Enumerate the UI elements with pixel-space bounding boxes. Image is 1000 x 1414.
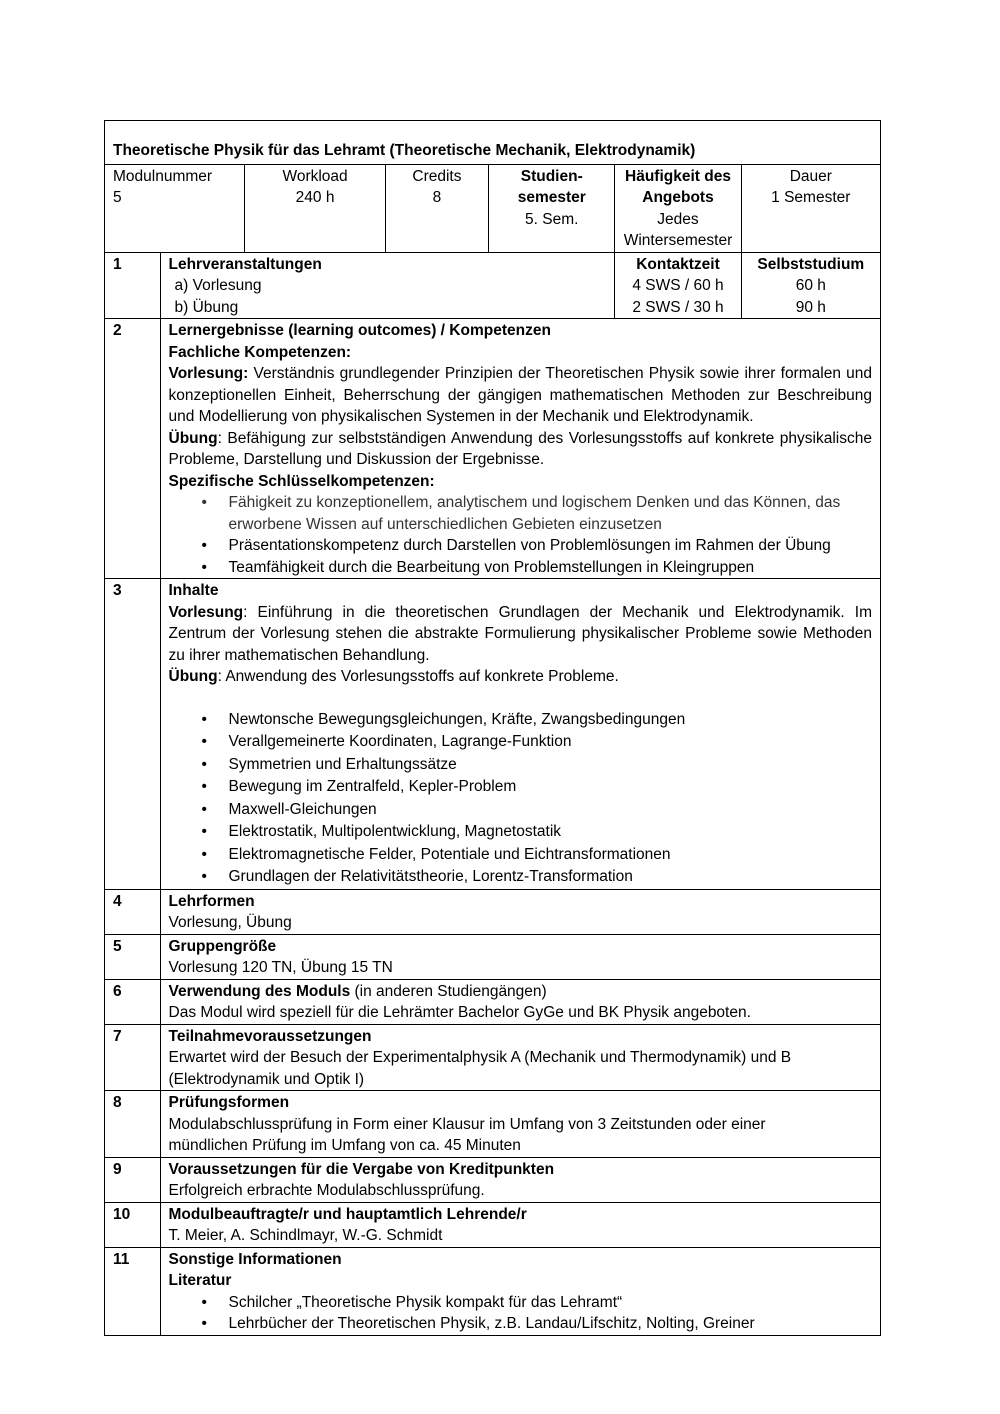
module-description-page: [104, 120, 881, 1336]
semester-label-2: semester: [517, 189, 586, 206]
list-item: • Schilcher „Theoretische Physik kompakt für das Lehramt“: [229, 1292, 873, 1314]
section-5-row: [105, 934, 881, 979]
section-heading: Modulbeauftragte/r und hauptamtlich Lehrende/r: [168, 1205, 527, 1223]
courses-cell: [160, 252, 615, 319]
section-heading: Gruppengröße: [168, 937, 277, 955]
paragraph-text: : Anwendung des Vorlesungsstoffs auf konkrete Probleme.: [217, 668, 619, 685]
section-heading: Verwendung des Moduls: [168, 982, 351, 1000]
inline-label: Übung: [168, 668, 218, 685]
modulnummer-cell: [105, 164, 245, 252]
list-item: • Maxwell-Gleichungen: [229, 799, 873, 822]
modulnummer-label: Modulnummer: [113, 167, 213, 185]
section-number: 11: [105, 1247, 161, 1335]
course-name: a) Vorlesung: [174, 277, 262, 294]
self-study-label: Selbststudium: [757, 255, 865, 273]
self-study-cell: [741, 252, 880, 319]
workload-value: 240 h: [295, 189, 335, 206]
inline-label: Übung: [168, 429, 218, 447]
paragraph: [169, 428, 873, 471]
section-heading: Sonstige Informationen: [168, 1250, 342, 1268]
section-content: [160, 1202, 881, 1247]
section-6-row: [105, 979, 881, 1024]
module-table: [104, 120, 881, 1336]
section-content: [160, 1024, 881, 1091]
section-heading: Prüfungsformen: [168, 1094, 290, 1111]
section-text: Vorlesung 120 TN, Übung 15 TN: [168, 959, 393, 976]
section-heading: Lernergebnisse (learning outcomes) / Kompetenzen: [168, 322, 551, 339]
paragraph-text: : Befähigung zur selbstständigen Anwendung des Vorlesungsstoffs auf konkrete physikalische Probleme, Darstellung und Diskussion der Ergebnisse.: [168, 429, 872, 468]
section-number: 7: [105, 1024, 161, 1091]
contact-time-label: Kontaktzeit: [636, 255, 720, 273]
section-10-row: [105, 1202, 881, 1247]
section-content: [160, 889, 881, 934]
section-content: [160, 319, 881, 579]
list-item: • Verallgemeinerte Koordinaten, Lagrange-Funktion: [229, 731, 873, 754]
workload-label: Workload: [282, 167, 348, 185]
section-number: 1: [105, 252, 161, 319]
section-8-row: [105, 1091, 881, 1158]
section-heading: Lehrformen: [168, 892, 255, 910]
frequency-value: Jedes Wintersemester: [623, 210, 733, 249]
inline-label: Vorlesung:: [168, 365, 249, 382]
section-11-row: [105, 1247, 881, 1335]
contact-time-value: 2 SWS / 30 h: [632, 298, 724, 316]
section-content: [160, 1157, 881, 1202]
section-heading-line: [169, 981, 873, 1003]
inline-label: Vorlesung: [168, 603, 244, 621]
credits-value: 8: [432, 189, 442, 206]
semester-label-1: Studien-: [520, 167, 583, 185]
section-heading: Teilnahmevoraussetzungen: [168, 1027, 372, 1045]
list-item: • Präsentationskompetenz durch Darstellen von Problemlösungen im Rahmen der Übung: [229, 535, 873, 557]
section-content: [160, 1091, 881, 1158]
section-number: 3: [105, 579, 161, 890]
module-title: Theoretische Physik für das Lehramt (Theoretische Mechanik, Elektrodynamik): [105, 121, 881, 165]
paragraph-text: Verständnis grundlegender Prinzipien der Theoretischen Physik sowie ihrer formalen und konzeptionellen Einheit, Beherrschung der gängigen mathematischen Methoden zur Beschreibung und Modellierung von physikalischen Systemen in der Mechanik und Elektrodynamik.: [168, 365, 872, 425]
section-heading: Inhalte: [168, 582, 219, 599]
section-text: Erfolgreich erbrachte Modulabschlussprüfung.: [168, 1182, 485, 1199]
self-study-value: 60 h: [795, 277, 826, 294]
paragraph: [169, 602, 873, 667]
section-text: T. Meier, A. Schindlmayr, W.-G. Schmidt: [168, 1227, 443, 1244]
list-item: • Lehrbücher der Theoretischen Physik, z.B. Landau/Lifschitz, Nolting, Greiner: [229, 1313, 873, 1335]
paragraph-text: : Einführung in die theoretischen Grundlagen der Mechanik und Elektrodynamik. Im Zentrum der Vorlesung stehen die abstrakte Formulierung physikalischer Probleme sowie Methoden zu ihrer mathematischen Behandlung.: [168, 603, 872, 664]
semester-value: 5. Sem.: [525, 210, 579, 228]
section-1-row: [105, 252, 881, 319]
section-text: Erwartet wird der Besuch der Experimentalphysik A (Mechanik und Thermodynamik) und B (Elektrodynamik und Optik I): [168, 1049, 792, 1088]
list-item: • Teamfähigkeit durch die Bearbeitung von Problemstellungen in Kleingruppen: [229, 557, 873, 579]
section-heading-suffix: (in anderen Studiengängen): [350, 982, 547, 1000]
contact-time-value: 4 SWS / 60 h: [632, 277, 724, 294]
section-content: [160, 934, 881, 979]
section-number: 8: [105, 1091, 161, 1158]
section-3-row: [105, 579, 881, 890]
self-study-value: 90 h: [795, 298, 826, 316]
semester-cell: [489, 164, 615, 252]
duration-label: Dauer: [789, 167, 832, 185]
section-number: 6: [105, 979, 161, 1024]
section-text: Das Modul wird speziell für die Lehrämter Bachelor GyGe und BK Physik angeboten.: [168, 1004, 751, 1021]
list-item: • Elektrostatik, Multipolentwicklung, Magnetostatik: [229, 821, 873, 844]
section-9-row: [105, 1157, 881, 1202]
credits-label: Credits: [412, 167, 462, 185]
spacer: [169, 688, 873, 709]
section-text: Vorlesung, Übung: [168, 914, 292, 931]
workload-cell: [245, 164, 385, 252]
subheading: Fachliche Kompetenzen:: [168, 343, 352, 361]
list-item: • Grundlagen der Relativitätstheorie, Lorentz-Transformation: [229, 866, 873, 889]
course-name: b) Übung: [174, 298, 239, 316]
section-number: 2: [105, 319, 161, 579]
section-heading: Voraussetzungen für die Vergabe von Kreditpunkten: [168, 1160, 555, 1178]
section-number: 4: [105, 889, 161, 934]
duration-value: 1 Semester: [771, 189, 851, 206]
list-item: • Newtonsche Bewegungsgleichungen, Kräfte, Zwangsbedingungen: [229, 709, 873, 732]
section-heading: Lehrveranstaltungen: [168, 255, 322, 273]
list-item: • Fähigkeit zu konzeptionellem, analytischem und logischem Denken und das Können, das erworbene Wissen auf unterschiedlichen Gebieten einzusetzen: [229, 492, 873, 535]
paragraph: [169, 666, 873, 688]
bullet-list: [169, 492, 873, 578]
section-number: 10: [105, 1202, 161, 1247]
credits-cell: [385, 164, 488, 252]
frequency-label-1: Häufigkeit des: [625, 167, 731, 185]
section-content: [160, 1247, 881, 1335]
list-item: • Elektromagnetische Felder, Potentiale und Eichtransformationen: [229, 844, 873, 867]
title-row: [105, 121, 881, 165]
header-row: [105, 164, 881, 252]
duration-cell: [741, 164, 880, 252]
contact-time-cell: [615, 252, 741, 319]
modulnummer-value: 5: [113, 189, 122, 206]
section-4-row: [105, 889, 881, 934]
section-7-row: [105, 1024, 881, 1091]
section-content: [160, 579, 881, 890]
bullet-list: [169, 709, 873, 889]
frequency-cell: [615, 164, 741, 252]
bullet-list: [169, 1292, 873, 1335]
section-content: [160, 979, 881, 1024]
section-2-row: [105, 319, 881, 579]
section-number: 9: [105, 1157, 161, 1202]
section-number: 5: [105, 934, 161, 979]
subheading: Spezifische Schlüsselkompetenzen:: [168, 472, 435, 490]
section-text: Modulabschlussprüfung in Form einer Klausur im Umfang von 3 Zeitstunden oder einer mündlichen Prüfung im Umfang von ca. 45 Minuten: [168, 1115, 766, 1154]
paragraph: [169, 363, 873, 428]
list-item: • Symmetrien und Erhaltungssätze: [229, 754, 873, 777]
list-item: • Bewegung im Zentralfeld, Kepler-Problem: [229, 776, 873, 799]
subheading: Literatur: [168, 1272, 232, 1289]
frequency-label-2: Angebots: [642, 189, 714, 206]
